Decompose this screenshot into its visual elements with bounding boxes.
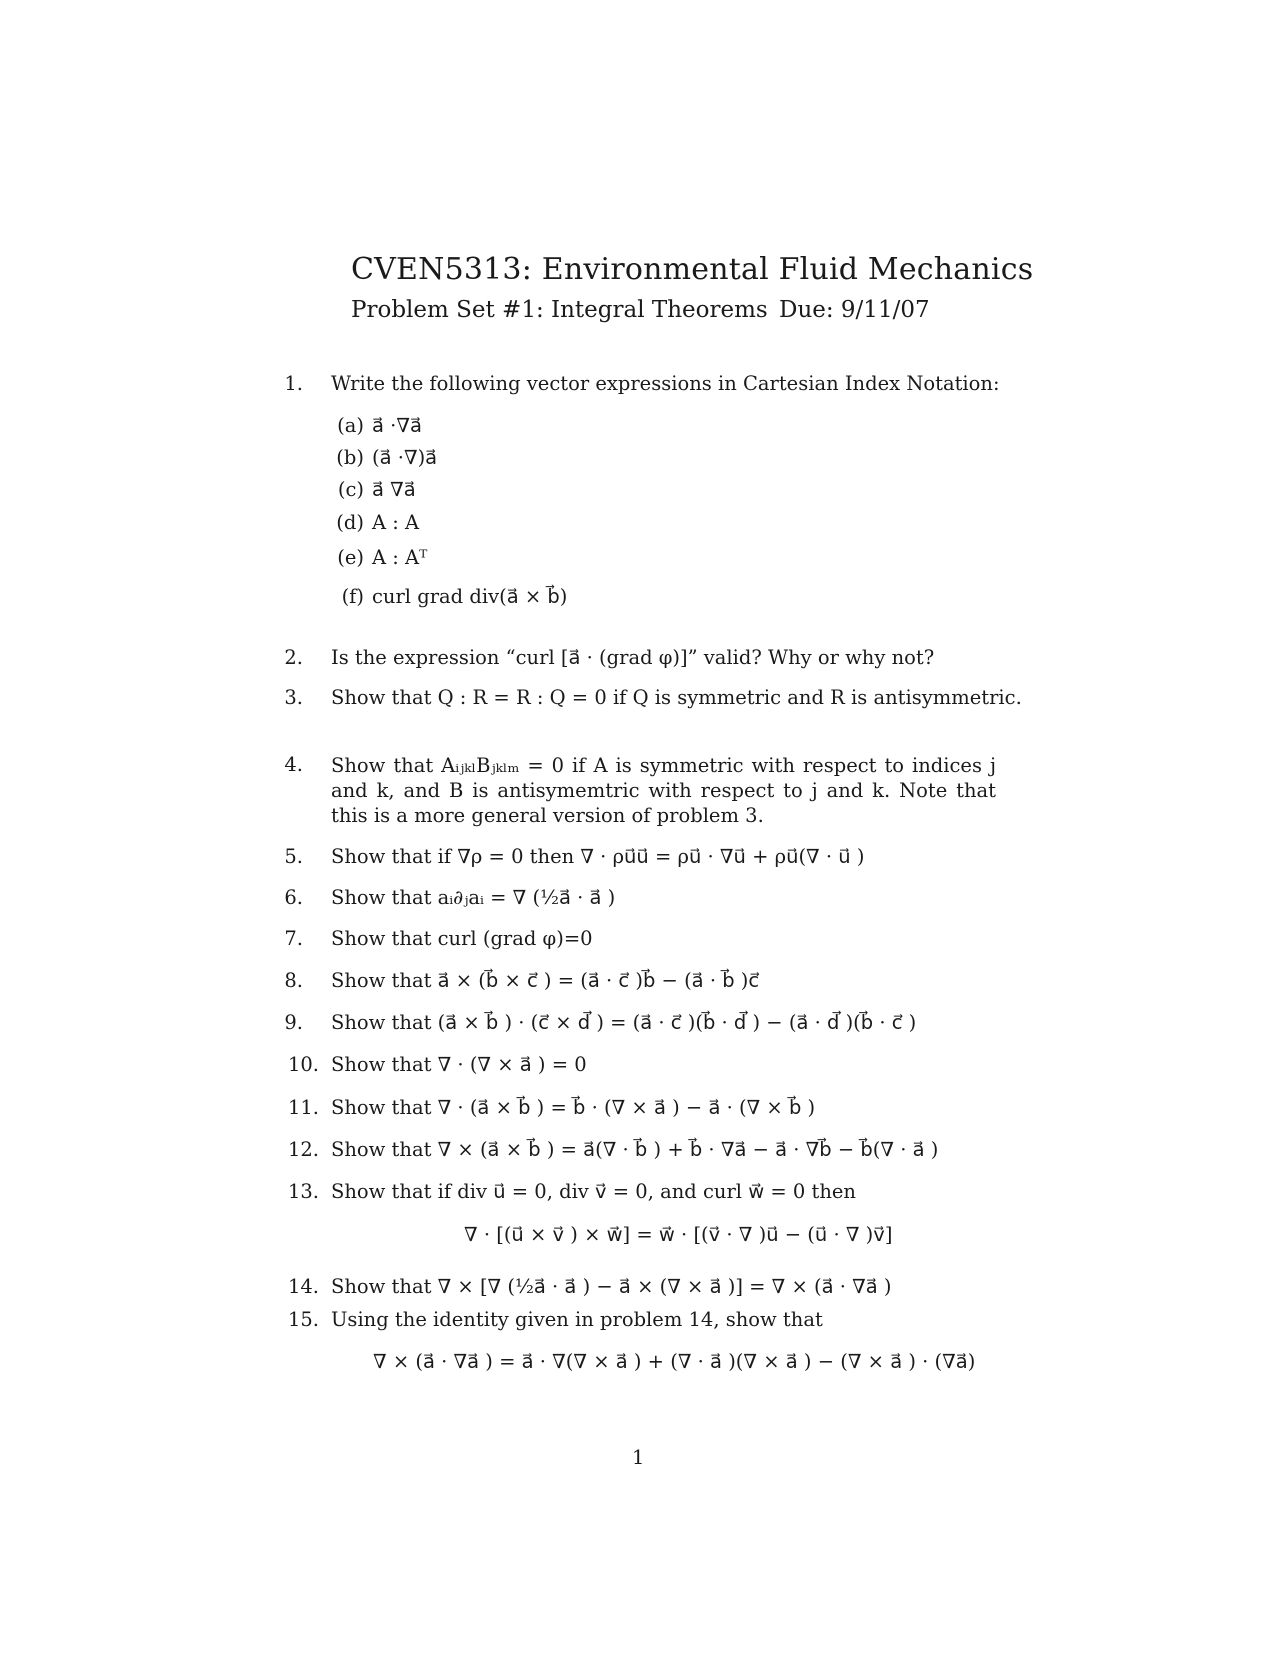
problem-number: 14. (287, 1275, 319, 1298)
problem-number: 12. (287, 1138, 319, 1161)
problem-text: Show that ∇ × [∇ (½a⃗ · a⃗ ) − a⃗ × (∇ × a⃗ )] = ∇ × (a⃗ · ∇a⃗ ) (331, 1275, 892, 1298)
problem-number: 9. (284, 1011, 303, 1034)
subpart (328, 546, 427, 569)
problem-text: Show that ∇ · (a⃗ × b⃗ ) = b⃗ · (∇ × a⃗ ) − a⃗ · (∇ × b⃗ ) (331, 1096, 816, 1119)
subpart (328, 414, 422, 437)
subpart (328, 511, 419, 534)
subpart-expression: a⃗ ·∇a⃗ (372, 414, 422, 437)
subpart (328, 446, 437, 469)
problem-text: Show that aᵢ∂ⱼaᵢ = ∇ (½a⃗ · a⃗ ) (331, 886, 616, 909)
due-date: Due: 9/11/07 (779, 297, 930, 323)
subpart-label: (c) (337, 478, 364, 501)
subpart (328, 585, 567, 608)
problem-text: Is the expression “curl [a⃗ · (grad φ)]” valid? Why or why not? (331, 646, 935, 669)
problem-text: Write the following vector expressions in Cartesian Index Notation: (331, 372, 1000, 395)
problem-number: 15. (287, 1308, 319, 1331)
problem-text: Show that (a⃗ × b⃗ ) · (c⃗ × d⃗ ) = (a⃗ · c⃗ )(b⃗ · d⃗ ) − (a⃗ · d⃗ )(b⃗ · c⃗ ) (331, 1011, 917, 1034)
problem-text: Using the identity given in problem 14, show that (331, 1308, 823, 1331)
subpart-label: (e) (337, 546, 364, 569)
subpart-label: (a) (337, 414, 364, 437)
problem-text: Show that Q : R = R : Q = 0 if Q is symmetric and R is antisymmetric. (331, 686, 1022, 709)
subpart-expression: A : A (372, 511, 420, 534)
problem-number: 11. (287, 1096, 319, 1119)
problem-number: 13. (287, 1180, 319, 1203)
subpart (328, 478, 416, 501)
subpart-label: (b) (336, 446, 364, 469)
subpart-expression: A : Aᵀ (372, 546, 428, 569)
problem-text: Show that ∇ · (∇ × a⃗ ) = 0 (331, 1053, 587, 1076)
problem-number: 4. (284, 753, 303, 776)
subpart-label: (f) (341, 585, 364, 608)
page-number: 1 (632, 1446, 645, 1469)
problem-number: 8. (284, 969, 303, 992)
problem-text: Show that ∇ × (a⃗ × b⃗ ) = a⃗(∇ · b⃗ ) + b⃗ · ∇a⃗ − a⃗ · ∇b⃗ − b⃗(∇ · a⃗ ) (331, 1138, 939, 1161)
problem-text: Show that if ∇ρ = 0 then ∇ · ρu⃗u⃗ = ρu⃗ · ∇u⃗ + ρu⃗(∇ · u⃗ ) (331, 845, 865, 868)
subpart-expression: curl grad div(a⃗ × b⃗) (372, 585, 568, 608)
problem-number: 6. (284, 886, 303, 909)
problem-number: 5. (284, 845, 303, 868)
problem-number: 10. (287, 1053, 319, 1076)
problem-text: Show that if div u⃗ = 0, div v⃗ = 0, and curl w⃗ = 0 then (331, 1180, 856, 1203)
problem-number: 7. (284, 927, 303, 950)
problem-text: Show that curl (grad φ)=0 (331, 927, 593, 950)
problem-text: Show that a⃗ × (b⃗ × c⃗ ) = (a⃗ · c⃗ )b⃗ − (a⃗ · b⃗ )c⃗ (331, 969, 760, 992)
problem-number: 1. (284, 372, 303, 395)
document-title: CVEN5313: Environmental Fluid Mechanics (351, 252, 1034, 287)
document-subtitle: Problem Set #1: Integral Theorems (351, 297, 768, 323)
problem-text: Show that AᵢⱼₖₗBⱼₖₗₘ = 0 if A is symmetric with respect to indices j and k, and B is antisymemtric with respect to j and k. Note that this is a more general version of problem 3. (331, 754, 996, 827)
subpart-label: (d) (336, 511, 364, 534)
problem-number: 3. (284, 686, 303, 709)
display-equation: ∇ · [(u⃗ × v⃗ ) × w⃗] = w⃗ · [(v⃗ · ∇ )u⃗ − (u⃗ · ∇ )v⃗] (464, 1223, 893, 1246)
subpart-expression: a⃗ ∇a⃗ (372, 478, 416, 501)
display-equation: ∇ × (a⃗ · ∇a⃗ ) = a⃗ · ∇(∇ × a⃗ ) + (∇ · a⃗ )(∇ × a⃗ ) − (∇ × a⃗ ) · (∇a⃗) (373, 1350, 976, 1373)
subpart-expression: (a⃗ ·∇)a⃗ (372, 446, 438, 469)
problem-number: 2. (284, 646, 303, 669)
